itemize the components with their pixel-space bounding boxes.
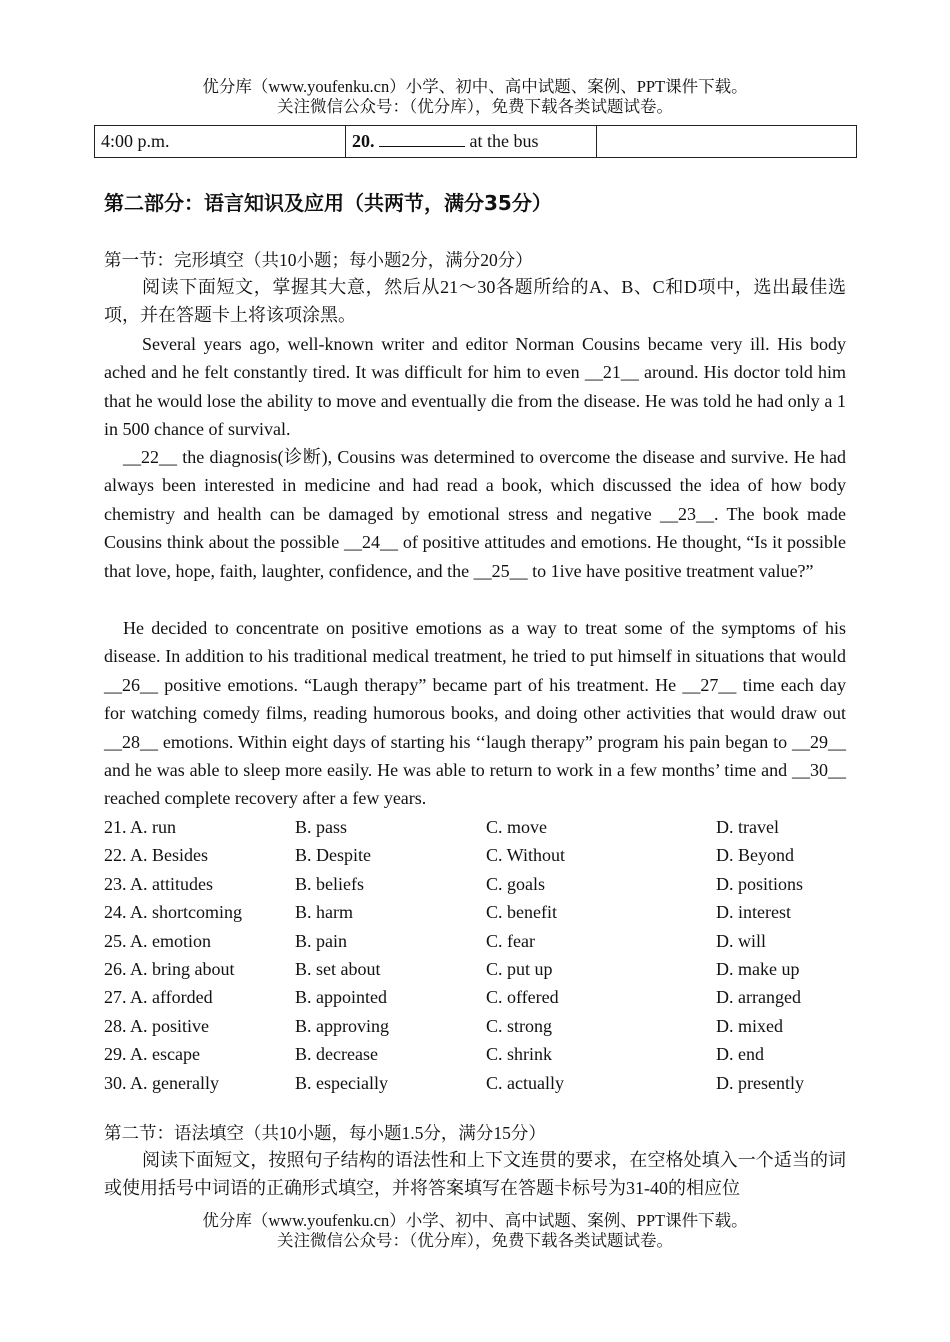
option-b: B. Despite [295,845,371,866]
option-c: C. move [486,817,547,837]
passage-paragraph-1: Several years ago, well-known writer and editor Norman Cousins became very ill. His body ached and he felt constantly tired. It was difficult for him to even __21__ around. His doctor told him that he would lose the ability to move and eventually die from the disease. He was told he had only a 1 in 500 chance of survival. [104,334,846,440]
option-a: 25. A. emotion [104,930,211,951]
answer-blank [379,132,465,147]
option-c: C. goals [486,873,546,894]
blank-cell [346,126,597,158]
header-line-2: 关注微信公众号：（优分库），免费下载各类试题试卷。 [277,97,673,116]
section-2-instructions: 阅读下面短文，按照句子结构的语法性和上下文连贯的要求，在空格处填入一个适当的词或使用括号中词语的正确形式填空，并将答案填写在答题卡标号为31-40的相应位 [104,1150,846,1199]
option-d: D. interest [716,902,791,923]
option-d: D. presently [716,1072,804,1093]
option-d: D. arranged [716,987,801,1008]
option-a: 26. A. bring about [104,958,235,979]
passage-paragraph-2: __22__ the diagnosis(诊断), Cousins was determined to overcome the disease and survive. He had always been interested in medicine and had read a book, which discussed the idea of how body chemistry and health can be damaged by emotional stress and negative __23__. The book made Cousins think about the possible __24__ of positive attitudes and emotions. He thought, “Is it possible that love, hope, faith, laughter, confidence, and the __25__ to 1ive have positive treatment value?” [104,447,846,581]
option-b: B. set about [295,958,381,979]
option-row [104,841,846,869]
option-row [104,927,846,955]
option-a: 24. A. shortcoming [104,902,242,923]
page-footer [0,1211,950,1251]
empty-cell [597,126,857,158]
option-b: B. appointed [295,987,387,1008]
option-row [104,870,846,898]
option-a: 30. A. generally [104,1072,219,1093]
option-d: D. make up [716,958,800,979]
option-d: D. will [716,930,767,951]
part-two-title: 第二部分：语言知识及应用（共两节，满分35分） [104,191,552,215]
option-d: D. travel [716,817,779,837]
option-row [104,1040,846,1068]
option-b: B. approving [295,1015,389,1036]
footer-line-2: 关注微信公众号：（优分库），免费下载各类试题试卷。 [277,1231,673,1250]
blank-cell-text: at the bus [465,131,539,151]
option-c: C. Without [486,845,565,866]
option-row [104,983,846,1011]
option-a: 28. A. positive [104,1015,210,1036]
option-c: C. actually [486,1072,564,1093]
table-row [95,126,857,158]
passage-paragraph-3: He decided to concentrate on positive emotions as a way to treat some of the symptoms of his disease. In addition to his traditional medical treatment, he tried to put himself in situations that would __26__ positive emotions. “Laugh therapy” became part of his treatment. He __27__ time each day for watching comedy films, reading humorous books, and doing other activities that would draw out __28__ emotions. Within eight days of starting his ‘‘laugh therapy” program his pain began to __29__ and he was able to sleep more easily. He was able to return to work in a few months’ time and __30__ reached complete recovery after a few years. [104,618,846,809]
option-c: C. strong [486,1015,553,1036]
option-row [104,1012,846,1040]
option-a: 22. A. Besides [104,845,209,866]
page-header [0,77,950,117]
option-row [104,813,846,841]
option-row [104,1069,846,1097]
options-list [104,813,846,1097]
time-cell: 4:00 p.m. [95,126,346,158]
option-c: C. shrink [486,1044,553,1065]
question-number: 20. [352,131,375,151]
option-b: B. especially [295,1072,388,1093]
option-c: C. put up [486,958,553,979]
option-a: 21. A. run [104,817,176,837]
header-line-1: 优分库（www.youfenku.cn）小学、初中、高中试题、案例、PPT课件下载。 [202,77,748,96]
option-row [104,898,846,926]
option-c: C. benefit [486,902,557,923]
schedule-table [94,125,857,158]
option-b: B. harm [295,902,353,923]
option-b: B. beliefs [295,873,364,894]
option-c: C. offered [486,987,559,1008]
section-2-title: 第二节：语法填空（共10小题，每小题1.5分，满分15分） [104,1123,546,1143]
section-1-instructions: 阅读下面短文，掌握其大意，然后从21～30各题所给的A、B、C和D项中，选出最佳选项，并在答题卡上将该项涂黑。 [104,277,846,326]
option-a: 29. A. escape [104,1044,200,1065]
option-d: D. Beyond [716,845,794,866]
option-row [104,955,846,983]
option-b: B. pain [295,930,347,951]
footer-line-1: 优分库（www.youfenku.cn）小学、初中、高中试题、案例、PPT课件下载。 [202,1211,748,1230]
option-d: D. positions [716,873,804,894]
option-d: D. end [716,1044,764,1065]
section-1-title: 第一节：完形填空（共10小题；每小题2分，满分20分） [104,250,533,270]
option-a: 27. A. afforded [104,987,213,1008]
option-b: B. pass [295,817,348,837]
option-d: D. mixed [716,1015,783,1036]
option-b: B. decrease [295,1044,378,1065]
option-a: 23. A. attitudes [104,873,213,894]
option-c: C. fear [486,930,535,951]
